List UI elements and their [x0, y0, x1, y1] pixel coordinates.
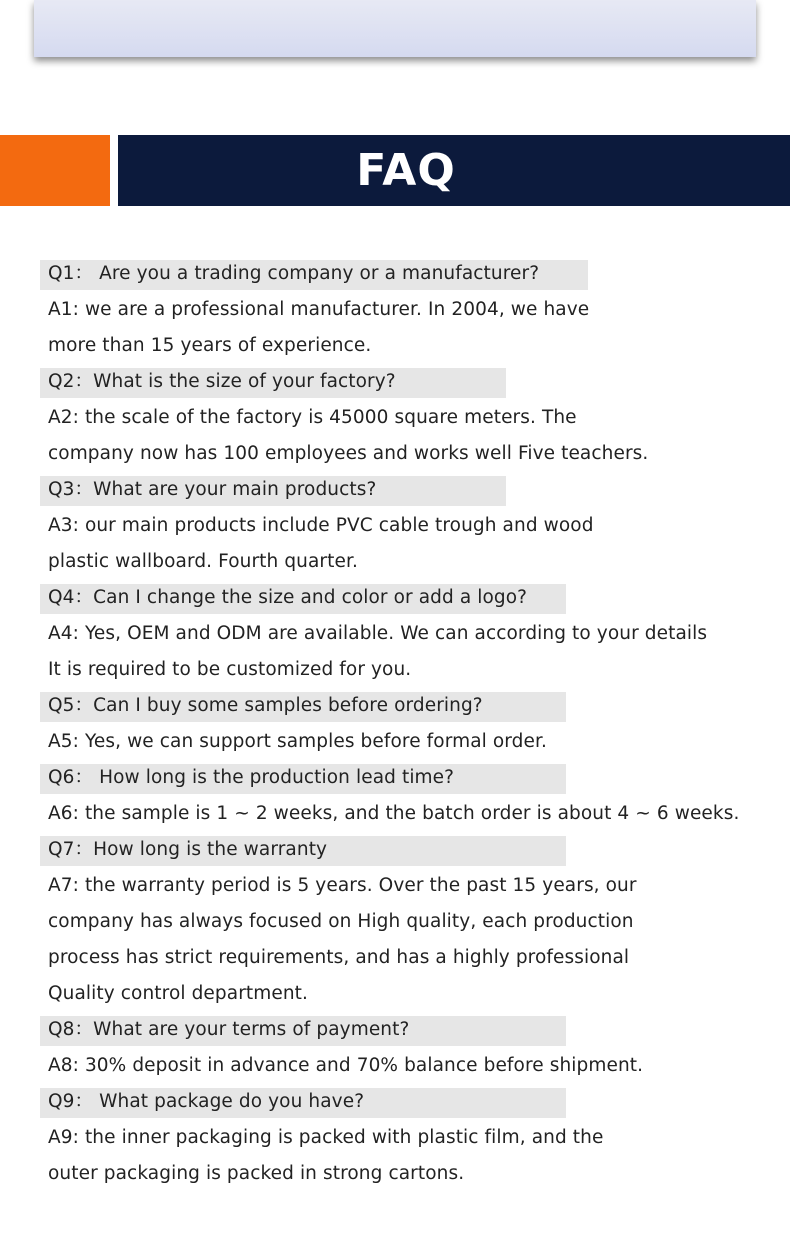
faq-question-3 [0, 472, 790, 508]
faq-answer-7-line-4: Quality control department. [48, 983, 309, 1004]
question-text: Q4：Can I change the size and color or add a logo? [48, 587, 528, 608]
question-text: Q7：How long is the warranty [48, 839, 328, 860]
faq-question-4 [0, 580, 790, 616]
faq-answer-7-line-1: A7: the warranty period is 5 years. Over the past 15 years, our [48, 875, 637, 896]
faq-answer-7-line-2: company has always focused on High quality, each production [48, 911, 634, 932]
faq-banner [118, 135, 790, 206]
faq-question-5 [0, 688, 790, 724]
top-image-card [34, 0, 756, 57]
faq-answer-2-line-1: A2: the scale of the factory is 45000 square meters. The [48, 407, 577, 428]
question-text: Q9： What package do you have? [48, 1091, 365, 1112]
faq-question-8 [0, 1012, 790, 1048]
faq-question-6 [0, 760, 790, 796]
faq-answer-3-line-2: plastic wallboard. Fourth quarter. [48, 551, 358, 572]
faq-answer-4-line-1: A4: Yes, OEM and ODM are available. We can according to your details [48, 623, 708, 644]
faq-question-7 [0, 832, 790, 868]
question-text: Q2：What is the size of your factory? [48, 371, 396, 392]
faq-answer-3-line-1: A3: our main products include PVC cable trough and wood [48, 515, 594, 536]
faq-question-9 [0, 1084, 790, 1120]
faq-list [0, 256, 790, 1192]
faq-question-1 [0, 256, 790, 292]
faq-answer-8-line-1: A8: 30% deposit in advance and 70% balance before shipment. [48, 1055, 644, 1076]
faq-answer-1-line-2: more than 15 years of experience. [48, 335, 372, 356]
faq-answer-9-line-1: A9: the inner packaging is packed with plastic film, and the [48, 1127, 604, 1148]
faq-answer-4-line-2: It is required to be customized for you. [48, 659, 412, 680]
faq-answer-5-line-1: A5: Yes, we can support samples before formal order. [48, 731, 547, 752]
faq-answer-7-line-3: process has strict requirements, and has a highly professional [48, 947, 630, 968]
faq-title: FAQ [356, 145, 456, 196]
faq-orange-accent [0, 135, 110, 206]
question-text: Q6： How long is the production lead time? [48, 767, 455, 788]
question-text: Q1： Are you a trading company or a manufacturer? [48, 263, 540, 284]
faq-answer-1-line-1: A1: we are a professional manufacturer. In 2004, we have [48, 299, 590, 320]
question-text: Q3：What are your main products? [48, 479, 377, 500]
faq-answer-6-line-1: A6: the sample is 1 ~ 2 weeks, and the batch order is about 4 ~ 6 weeks. [48, 803, 740, 824]
faq-answer-2-line-2: company now has 100 employees and works well Five teachers. [48, 443, 649, 464]
faq-answer-9-line-2: outer packaging is packed in strong cartons. [48, 1163, 465, 1184]
question-text: Q5：Can I buy some samples before ordering? [48, 695, 483, 716]
question-text: Q8：What are your terms of payment? [48, 1019, 410, 1040]
faq-question-2 [0, 364, 790, 400]
